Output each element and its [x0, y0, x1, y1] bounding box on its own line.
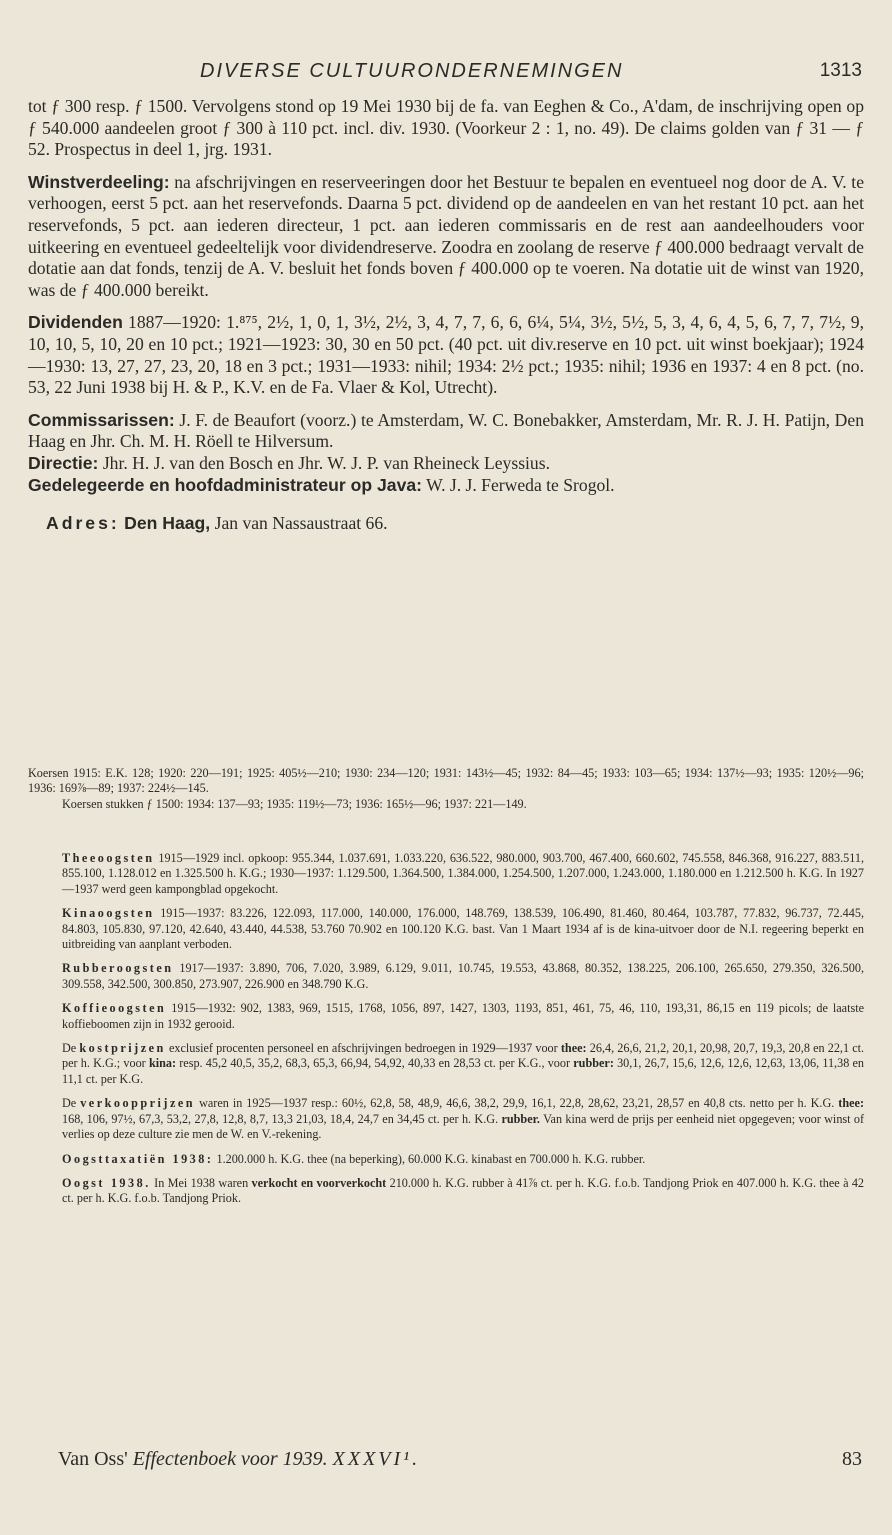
kostprijzen-text-3: resp. 45,2 40,5, 35,2, 68,3, 65,3, 66,94, 54,92, 40,33 en 28,53 ct. per K.G., voor: [179, 1056, 571, 1071]
oogst-1938-text-1: In Mei 1938 waren: [154, 1175, 249, 1190]
kina-paragraph: [28, 906, 864, 952]
dividenden-text: 1887—1920: 1.⁸⁷⁵, 2½, 1, 0, 1, 3½, 2½, 3, 4, 7, 7, 6, 6, 6¼, 5¼, 3½, 5½, 5, 3, 4, 6, 4, 5, 6, 7, 7, 7½, 9, 10, 10, 5, 10, 20 en 10 pct.; 1921—1923: 30, 30 en 50 pct. (40 pct. uit div.reserve en 10 pct. uit winst boekjaar); 1924—1930: 13, 27, 27, 23, 20, 18 en 3 pct.; 1931—1933: nihil; 1934: 2½ pct.; 1935: nihil; 1936 en 1937: 4 en 8 pct. (no. 53, 22 Juni 1938 bij H. & P., K.V. en de Fa. Vlaer & Kol, Utrecht).: [28, 312, 864, 398]
verkoopprijzen-label: verkoopprijzen: [80, 1096, 196, 1111]
oogst-1938-label: Oogst 1938.: [62, 1175, 151, 1190]
small-print-block: [28, 851, 864, 1207]
thee-paragraph: [28, 851, 864, 897]
adres-text: Jan van Nassaustraat 66.: [214, 513, 388, 534]
footer-page-number: 83: [842, 1448, 862, 1470]
footer-volume: XXXVI¹.: [332, 1448, 421, 1470]
oogst-1938-bold: verkocht en voorverkocht: [251, 1175, 387, 1190]
koersen-stukken-line: Koersen stukken ƒ 1500: 1934: 137—93; 1935: 119½—73; 1936: 165½—96; 1937: 221—149.: [62, 796, 527, 811]
verkoopprijzen-pre: De: [62, 1096, 77, 1111]
directie-text: Jhr. H. J. van den Bosch en Jhr. W. J. P. van Rheineck Leyssius.: [102, 452, 550, 473]
kostprijzen-text-2: 26,4, 26,6, 21,2, 20,1, 20,98, 20,7, 19,3, 20,8 en 22,1 ct. per h. K.G.; voor: [62, 1041, 865, 1071]
footer-publisher: Van Oss': [58, 1448, 128, 1470]
thee-label: Theeoogsten: [62, 851, 155, 865]
running-title: DIVERSE CULTUURONDERNEMINGEN: [200, 60, 624, 82]
kostprijzen-text-4: 30,1, 26,7, 15,6, 12,6, 12,6, 12,63, 13,06, 11,38 en 11,1 ct. per K.G.: [62, 1056, 864, 1086]
oogsttaxatien-label: Oogsttaxatiën 1938:: [62, 1151, 214, 1166]
intro-paragraph: tot ƒ 300 resp. ƒ 1500. Vervolgens stond op 19 Mei 1930 bij de fa. van Eeghen & Co., A'dam, de inschrijving open op ƒ 540.000 aandeelen groot ƒ 300 à 110 pct. incl. div. 1930. (Voorkeur 2 : 1, no. 49). De claims golden van ƒ 31 — ƒ 52. Prospectus in deel 1, jrg. 1931.: [28, 96, 864, 160]
directie-label: Directie:: [28, 452, 99, 473]
gedelegeerde-text: W. J. J. Ferweda te Srogol.: [426, 474, 615, 495]
koffie-paragraph: [28, 1001, 864, 1032]
oogst-1938-text-2: 210.000 h. K.G. rubber à 41⅞ ct. per h. K.G. f.o.b. Tandjong Priok en 407.000 h. K.G. thee à 42 ct. per h. K.G. f.o.b. Tandjong Priok.: [62, 1175, 865, 1206]
koersen-line: Koersen 1915: E.K. 128; 1920: 220—191; 1925: 405½—210; 1930: 234—120; 1931: 143½—45; 1932: 84—45; 1933: 103—65; 1934: 137½—93; 1935: 120½—96; 1936: 169⅞—89; 1937: 224½—145.: [28, 766, 864, 796]
koffie-text: 1915—1932: 902, 1383, 969, 1515, 1768, 1056, 897, 1427, 1303, 1193, 851, 461, 75, 46, 110, 193,31, 86,15 en 119 picols; de laatste koffieboomen zijn in 1932 gerooid.: [62, 1001, 865, 1031]
kostprijzen-thee-label: thee:: [560, 1041, 587, 1056]
page-footer: [58, 1448, 862, 1476]
winstverdeeling-text: na afschrijvingen en reserveeringen door het Bestuur te bepalen en eventueel nog door de A. V. te verhoogen, eerst 5 pct. aan het reservefonds. Daarna 5 pct. dividend op de aandeelen en van het restant 10 pct. aan het reservefonds, 5 pct. aan iederen directeur, 1 pct. aan iederen commissaris en de rest aan aandeelhouders voor uitkeering en eventueel gedeeltelijk voor dividendreserve. Zoodra en zoolang de reserve ƒ 400.000 bedraagt vervalt de dotatie aan dat fonds, tenzij de A. V. besluit het fonds boven ƒ 400.000 op te voeren. Na dotatie uit de winst van 1920, was de ƒ 400.000 bereikt.: [28, 171, 864, 300]
verkoopprijzen-text-2: 168, 106, 97½, 67,3, 53,2, 27,8, 12,8, 8,7, 13,3 21,03, 18,4, 24,7 en 34,45 ct. per h. K.G.: [62, 1111, 499, 1126]
kostprijzen-rubber-label: rubber:: [573, 1056, 614, 1071]
kostprijzen-text-1: exclusief procenten personeel en afschrijvingen bedroegen in 1929—1937 voor: [168, 1041, 558, 1056]
verkoopprijzen-text-3: Van kina werd de prijs per eenheid niet opgegeven; voor winst of verlies op deze culture zie men de W. en V.-rekening.: [62, 1111, 865, 1142]
winstverdeeling-label: Winstverdeeling:: [28, 171, 170, 192]
dividenden-label: Dividenden: [28, 312, 123, 333]
koffie-label: Koffieoogsten: [62, 1001, 167, 1016]
footer-book-title: Effectenboek voor 1939.: [132, 1448, 328, 1470]
rubber-text: 1917—1937: 3.890, 706, 7.020, 3.989, 6.129, 9.011, 10.745, 19.553, 43.868, 80.352, 138.225, 206.100, 265.650, 279.350, 326.500, 309.558, 342.500, 300.850, 273.907, 226.900 en 348.790 K.G.: [62, 961, 865, 991]
rubber-label: Rubberoogsten: [62, 961, 174, 976]
verkoopprijzen-paragraph: [28, 1096, 864, 1142]
oogst-1938-paragraph: [28, 1176, 864, 1207]
directie-paragraph: [28, 453, 864, 475]
page-header: [40, 60, 862, 90]
gedelegeerde-label: Gedelegeerde en hoofdadministrateur op Java:: [28, 474, 423, 495]
commissarissen-paragraph: [28, 410, 864, 453]
kina-text: 1915—1937: 83.226, 122.093, 117.000, 140.000, 176.000, 148.769, 138.539, 106.490, 81.460, 80.464, 103.787, 77.832, 96.737, 72.445, 84.803, 105.830, 97.120, 42.640, 43.440, 44.538, 53.760 70.902 en 100.120 K.G. bast. Van 1 Maart 1934 af is de kina-uitvoer door de N.I. regeering beperkt en uitbreiding van aanplant verboden.: [62, 906, 865, 952]
oogsttaxatien-text: 1.200.000 h. K.G. thee (na beperking), 60.000 K.G. kinabast en 700.000 h. K.G. rubber.: [216, 1151, 646, 1166]
adres-city: Den Haag,: [124, 513, 211, 534]
commissarissen-text: J. F. de Beaufort (voorz.) te Amsterdam, W. C. Bonebakker, Amsterdam, Mr. R. J. H. Patijn, Den Haag en Jhr. Ch. M. H. Röell te Hilversum.: [28, 409, 864, 452]
verkoopprijzen-thee-label: thee:: [838, 1096, 865, 1111]
oogsttaxatien-paragraph: [28, 1152, 864, 1167]
thee-text: 1915—1929 incl. opkoop: 955.344, 1.037.691, 1.033.220, 636.522, 980.000, 903.700, 467.400, 660.602, 745.558, 846.368, 916.227, 883.511, 855.100, 1.128.012 en 1.325.500 h. K.G.; 1930—1937: 1.129.500, 1.364.500, 1.384.000, 1.254.500, 1.207.000, 1.243.000, 1.180.000 en 1.212.500 h. K.G. In 1927—1937 werd geen kampongblad opgekocht.: [62, 851, 864, 896]
rubber-paragraph: [28, 961, 864, 992]
page-number: 1313: [819, 60, 862, 81]
kostprijzen-paragraph: [28, 1041, 864, 1087]
koersen-block: [28, 766, 864, 812]
adres-paragraph: [28, 513, 864, 535]
dividenden-paragraph: [28, 312, 864, 398]
main-text: [28, 96, 864, 546]
kina-label: Kinaoogsten: [62, 906, 155, 921]
winstverdeeling-paragraph: [28, 172, 864, 302]
kostprijzen-label: kostprijzen: [79, 1041, 166, 1056]
adres-label: Adres:: [46, 513, 120, 534]
kostprijzen-kina-label: kina:: [148, 1056, 177, 1071]
commissarissen-label: Commissarissen:: [28, 409, 175, 430]
gedelegeerde-paragraph: [28, 475, 864, 497]
verkoopprijzen-text-1: waren in 1925—1937 resp.: 60½, 62,8, 58, 48,9, 46,6, 38,2, 29,9, 16,1, 22,8, 28,62, 23,21, 28,57 en 40,8 cts. netto per h. K.G.: [199, 1096, 835, 1111]
kostprijzen-pre: De: [62, 1041, 77, 1056]
verkoopprijzen-rubber-label: rubber.: [501, 1111, 540, 1126]
